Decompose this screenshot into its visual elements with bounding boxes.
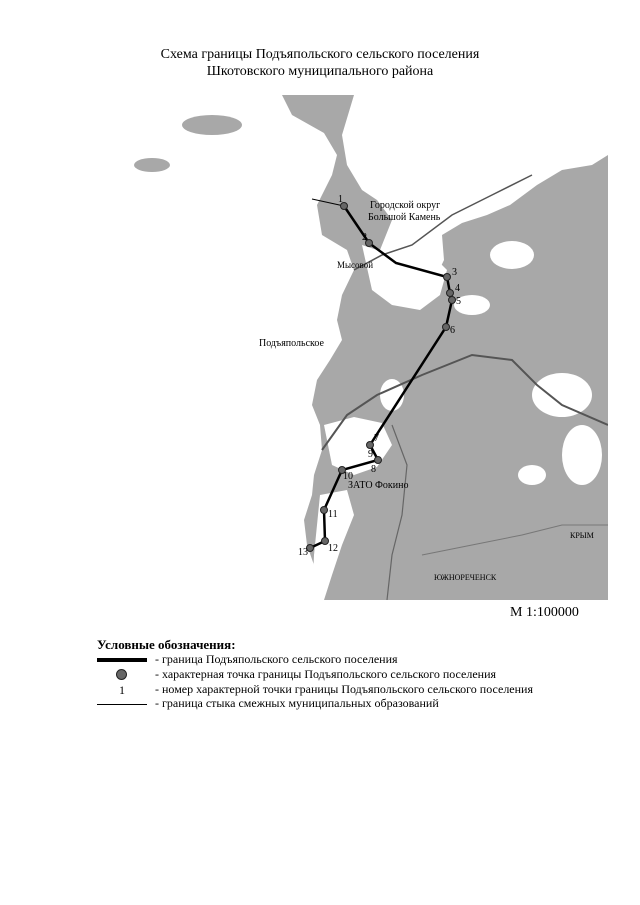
map-label-yuzhnorechensk: ЮЖНОРЕЧЕНСК (434, 573, 497, 582)
circle-icon (97, 668, 147, 682)
legend-item-boundary (97, 653, 617, 667)
map-light-patch (490, 241, 534, 269)
thick-line-icon (97, 658, 147, 662)
map-label-fokino: Фокино (375, 480, 409, 491)
point-number: 6 (450, 325, 455, 336)
number-symbol: 1 (119, 683, 125, 697)
point-number: 9 (368, 449, 373, 460)
legend-item-junction (97, 697, 617, 711)
point-number: 11 (328, 509, 338, 520)
boundary-point (367, 442, 374, 449)
map-label-bolshoy-kamen: Большой Камень (368, 212, 441, 223)
map-light-patch (562, 425, 602, 485)
boundary-point (375, 457, 382, 464)
thin-line-icon (97, 704, 147, 705)
map-label-kryum: КРЫМ (570, 531, 594, 540)
legend-title: Условные обозначения: (97, 637, 236, 652)
boundary-point (449, 297, 456, 304)
point-number: 12 (328, 543, 338, 554)
point-number: 3 (452, 267, 457, 278)
map-title-line2: Шкотовского муниципального района (206, 64, 434, 79)
map-island (134, 158, 170, 172)
map-island (182, 115, 242, 135)
legend-text: - номер характерной точки границы Подъяпольского сельского поселения (155, 682, 533, 696)
legend-item-point (97, 668, 617, 682)
map-image (92, 95, 608, 600)
legend-text: - граница Подъяпольского сельского поселения (155, 652, 398, 666)
map-light-patch (518, 465, 546, 485)
point-number: 10 (343, 471, 353, 482)
map-label-mysovoy: Мысовой (337, 260, 374, 270)
point-number: 2 (362, 232, 367, 243)
legend-item-number (97, 683, 617, 697)
legend-text: - граница стыка смежных муниципальных образований (155, 696, 439, 710)
point-number: 5 (456, 296, 461, 307)
legend-text: - характерная точка границы Подъяпольского сельского поселения (155, 667, 497, 681)
map-scale: М 1:100000 (510, 605, 579, 620)
point-number: 13 (298, 547, 308, 558)
boundary-point (443, 324, 450, 331)
boundary-point (321, 507, 328, 514)
map-label-zato: ЗАТО (348, 480, 373, 491)
point-number: 4 (455, 283, 460, 294)
point-number: 1 (338, 194, 343, 205)
point-number: 7 (374, 433, 379, 444)
map-light-patch (532, 373, 592, 417)
map-title-line1: Схема границы Подъяпольского сельского поселения (160, 47, 480, 62)
boundary-point (444, 274, 451, 281)
map-label-gorodskoy: Городской округ (370, 200, 441, 211)
point-number: 8 (371, 464, 376, 475)
map-label-podyapolskoe: Подъяпольское (259, 338, 324, 349)
boundary-point (447, 290, 454, 297)
